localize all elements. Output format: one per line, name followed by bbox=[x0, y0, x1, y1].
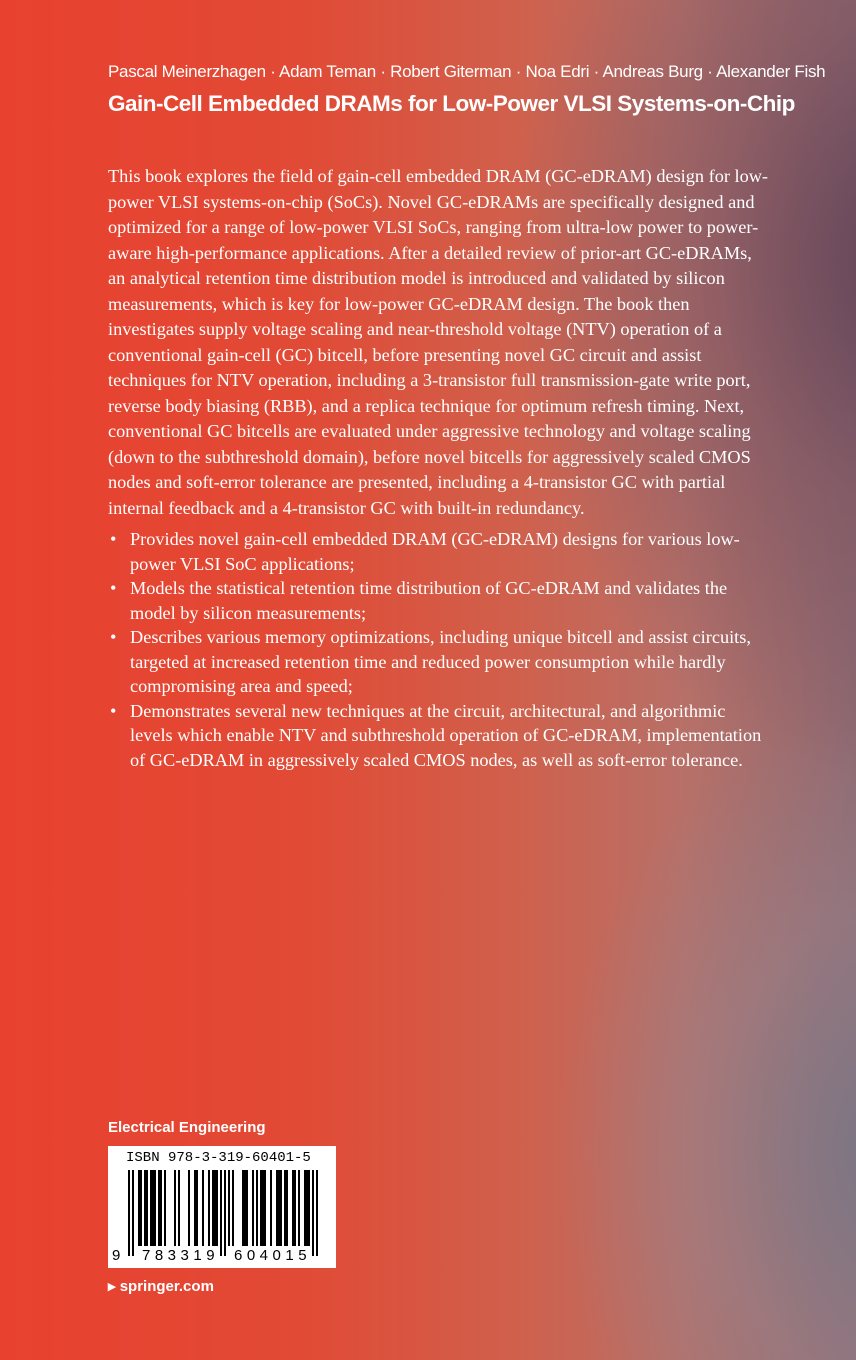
barcode-bar bbox=[284, 1170, 286, 1246]
barcode-bar bbox=[138, 1170, 140, 1246]
barcode-bar bbox=[242, 1170, 244, 1246]
barcode-bar bbox=[264, 1170, 266, 1246]
book-title: Gain-Cell Embedded DRAMs for Low-Power VLSI Systems-on-Chip bbox=[108, 91, 795, 116]
barcode-bar bbox=[260, 1170, 262, 1246]
barcode-bar bbox=[286, 1170, 288, 1246]
barcode-bar bbox=[280, 1170, 282, 1246]
barcode-bar bbox=[262, 1170, 264, 1246]
publisher-url: springer.com bbox=[119, 1278, 214, 1295]
barcode-bar bbox=[294, 1170, 296, 1246]
barcode-bar bbox=[146, 1170, 148, 1246]
feature-bullet-text: Provides novel gain-cell embedded DRAM (GC-eDRAM) designs for various low-power VLSI SoC applications; bbox=[130, 529, 740, 574]
barcode-bar bbox=[212, 1170, 214, 1246]
barcode-bar bbox=[252, 1170, 254, 1246]
barcode-bar bbox=[164, 1170, 166, 1246]
barcode-bar bbox=[140, 1170, 142, 1246]
barcode-bar bbox=[208, 1170, 210, 1246]
barcode-bar bbox=[158, 1170, 160, 1246]
barcode-bar bbox=[178, 1170, 180, 1246]
barcode-bar bbox=[224, 1170, 226, 1256]
barcode-bar bbox=[308, 1170, 310, 1246]
publisher-link[interactable] bbox=[108, 1277, 214, 1295]
arrow-icon: ▸ bbox=[108, 1278, 116, 1295]
feature-bullet-text: Demonstrates several new techniques at the circuit, architectural, and algorithmic levels which enable NTV and subthreshold operation of GC-eDRAM, implementation of GC-eDRAM in aggressively scaled CMOS nodes, as well as soft-error tolerance. bbox=[130, 700, 762, 770]
barcode-bar bbox=[202, 1170, 204, 1246]
barcode-bar bbox=[174, 1170, 176, 1246]
barcode-bar bbox=[128, 1170, 130, 1256]
subject-category: Electrical Engineering bbox=[108, 1119, 266, 1136]
barcode-bar bbox=[160, 1170, 162, 1246]
barcode-bar bbox=[232, 1170, 234, 1246]
feature-bullet-text: Models the statistical retention time distribution of GC-eDRAM and validates the model by silicon measurements; bbox=[130, 578, 728, 623]
isbn-label: ISBN 978-3-319-60401-5 bbox=[126, 1150, 311, 1166]
book-description: This book explores the field of gain-cell embedded DRAM (GC-eDRAM) design for low-power VLSI systems-on-chip (SoCs). Novel GC-eDRAMs are specifically designed and optimized for a range of low-power VLSI SoCs, ranging from ultra-low power to power-aware high-performance applications. After a detailed review of prior-art GC-eDRAMs, an analytical retention time distribution model is introduced and validated by silicon measurements, which is key for low-power GC-eDRAM design. The book then investigates supply voltage scaling and near-threshold voltage (NTV) operation of a conventional gain-cell (GC) bitcell, before presenting novel GC circuit and assist techniques for NTV operation, including a 3-transistor full transmission-gate write port, reverse body biasing (RBB), and a replica technique for optimum refresh timing. Next, conventional GC bitcells are evaluated under aggressive technology and voltage scaling (down to the subthreshold domain), before novel bitcells for aggressively scaled CMOS nodes and soft-error tolerance are presented, including a 4-transistor GC with partial internal feedback and a 4-transistor GC with built-in redundancy. bbox=[108, 166, 769, 518]
feature-bullet-text: Describes various memory optimizations, including unique bitcell and assist circuits, targeted at increased retention time and reduced power consumption while hardly compromising area and speed; bbox=[130, 627, 751, 696]
barcode-bar bbox=[270, 1170, 272, 1246]
feature-bullet-list bbox=[108, 527, 768, 772]
bullet-marker: • bbox=[110, 627, 117, 647]
isbn-barcode bbox=[108, 1146, 336, 1268]
barcode-left-digits: 783319 bbox=[142, 1247, 220, 1264]
barcode-bar bbox=[244, 1170, 246, 1246]
feature-bullet bbox=[108, 625, 768, 699]
bullet-marker: • bbox=[110, 529, 117, 549]
bullet-marker: • bbox=[110, 700, 117, 721]
barcode-bar bbox=[298, 1170, 300, 1246]
barcode-bar bbox=[276, 1170, 278, 1246]
barcode-bar bbox=[312, 1170, 314, 1256]
barcode-bar bbox=[152, 1170, 154, 1246]
barcode-first-digit: 9 bbox=[112, 1247, 121, 1264]
barcode-bar bbox=[316, 1170, 318, 1256]
feature-bullet bbox=[108, 699, 768, 773]
barcode-bar bbox=[220, 1170, 222, 1256]
feature-bullet bbox=[108, 576, 768, 625]
barcode-bar bbox=[256, 1170, 258, 1246]
barcode-bar bbox=[196, 1170, 198, 1246]
barcode-right-digits: 604015 bbox=[234, 1247, 312, 1264]
barcode-bar bbox=[150, 1170, 152, 1246]
barcode-bar bbox=[144, 1170, 146, 1246]
barcode-bar bbox=[214, 1170, 216, 1246]
barcode-bar bbox=[306, 1170, 308, 1246]
feature-bullet bbox=[108, 527, 768, 576]
authors-line: Pascal Meinerzhagen · Adam Teman · Robert Giterman · Noa Edri · Andreas Burg · Alexander Fish bbox=[108, 62, 826, 81]
barcode-bar bbox=[216, 1170, 218, 1246]
barcode-bar bbox=[188, 1170, 190, 1246]
barcode-bar bbox=[194, 1170, 196, 1246]
barcode-bar bbox=[154, 1170, 156, 1246]
bullet-marker: • bbox=[110, 578, 117, 598]
barcode-bar bbox=[246, 1170, 248, 1246]
barcode-bar bbox=[278, 1170, 280, 1246]
barcode-bar bbox=[304, 1170, 306, 1246]
barcode-bar bbox=[292, 1170, 294, 1246]
barcode-bar bbox=[228, 1170, 230, 1246]
barcode-bar bbox=[132, 1170, 134, 1256]
